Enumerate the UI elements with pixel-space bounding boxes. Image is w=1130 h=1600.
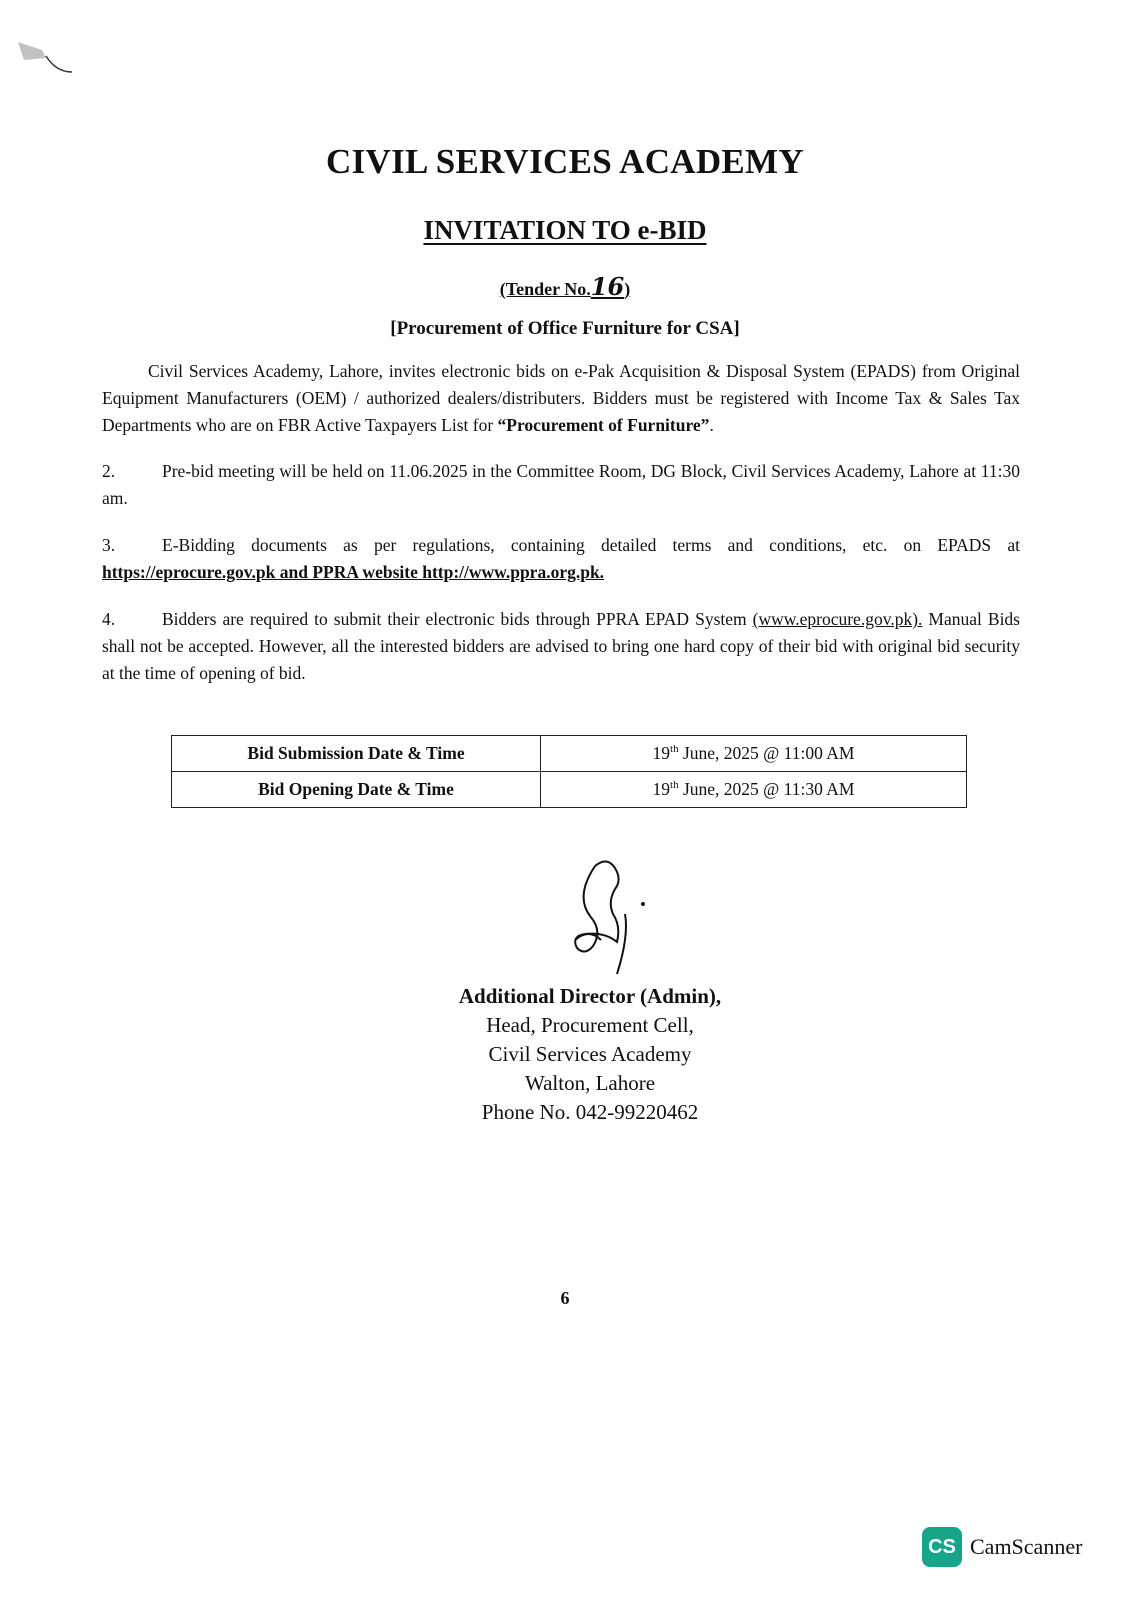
paragraph-3-text: E-Bidding documents as per regulations, containing detailed terms and conditions, etc. on EPADS at xyxy=(162,535,1020,555)
schedule-value xyxy=(541,736,967,772)
paragraph-1-emphasis: “Procurement of Furniture” xyxy=(497,415,710,435)
paragraph-1 xyxy=(102,358,1020,439)
schedule-value xyxy=(541,772,967,808)
camscanner-name: CamScanner xyxy=(970,1534,1083,1559)
paragraph-3-links[interactable]: https://eprocure.gov.pk and PPRA website http://www.ppra.org.pk. xyxy=(102,562,605,582)
tender-number: 16 xyxy=(590,272,625,301)
schedule-day-suffix: th xyxy=(670,743,679,756)
signatory-line-2: Head, Procurement Cell, xyxy=(486,1013,694,1037)
schedule-label: Bid Submission Date & Time xyxy=(172,736,541,772)
camscanner-watermark xyxy=(922,1527,1082,1567)
paragraph-1-text: Civil Services Academy, Lahore, invites electronic bids on e-Pak Acquisition & Disposal System (EPADS) from Original Equipment Manufacturers (OEM) / authorized dealers/distributers. Bidders must be registered with Income Tax & Sales Tax Departments who are on FBR Active Taxpayers List for xyxy=(102,361,1020,435)
tender-number-line xyxy=(0,272,1130,301)
tender-label: (Tender No. xyxy=(499,279,591,299)
subject-line: [Procurement of Office Furniture for CSA] xyxy=(390,318,740,339)
organization-title: CIVIL SERVICES ACADEMY xyxy=(326,142,804,181)
schedule-label: Bid Opening Date & Time xyxy=(172,772,541,808)
paragraph-4-link[interactable]: (www.eprocure.gov.pk). xyxy=(752,609,923,629)
paragraph-2-number: 2. xyxy=(102,461,116,481)
paragraph-1-end: . xyxy=(709,415,714,435)
paragraph-2-text: Pre-bid meeting will be held on 11.06.2025 in the Committee Room, DG Block, Civil Services Academy, Lahore at 11:30 am. xyxy=(102,461,1020,508)
schedule-day: 19 xyxy=(652,779,671,799)
paragraph-4-text-start: Bidders are required to submit their electronic bids through PPRA EPAD System xyxy=(162,609,753,629)
document-title xyxy=(0,215,1130,246)
paragraph-4 xyxy=(102,606,1020,687)
camscanner-logo-icon: CS xyxy=(922,1527,962,1567)
page-number: 6 xyxy=(560,1288,570,1308)
handwritten-signature xyxy=(555,856,675,976)
signatory-title: Additional Director (Admin), xyxy=(458,984,722,1008)
signatory-block xyxy=(440,982,740,1127)
signatory-phone: Phone No. 042-99220462 xyxy=(481,1100,699,1124)
scan-corner-mark xyxy=(16,38,74,80)
document-title-text: INVITATION TO e-BID xyxy=(423,215,707,245)
schedule-day-suffix: th xyxy=(670,779,679,792)
schedule-date-rest: June, 2025 @ 11:00 AM xyxy=(678,743,855,763)
paragraph-3-number: 3. xyxy=(102,535,116,555)
schedule-day: 19 xyxy=(652,743,671,763)
signatory-line-4: Walton, Lahore xyxy=(524,1071,656,1095)
paragraph-4-number: 4. xyxy=(102,609,116,629)
paragraph-2 xyxy=(102,458,1020,512)
table-row xyxy=(172,736,967,772)
bid-schedule-table xyxy=(171,735,967,808)
tender-close: ) xyxy=(624,279,631,299)
paragraph-3 xyxy=(102,532,1020,586)
table-row xyxy=(172,772,967,808)
signatory-line-3: Civil Services Academy xyxy=(488,1042,692,1066)
schedule-date-rest: June, 2025 @ 11:30 AM xyxy=(678,779,855,799)
paragraph-4-text-end: Manual Bids shall not be accepted. However, all the interested bidders are advised to bring one hard copy of their bid with original bid security at the time of opening of bid. xyxy=(102,609,1020,683)
